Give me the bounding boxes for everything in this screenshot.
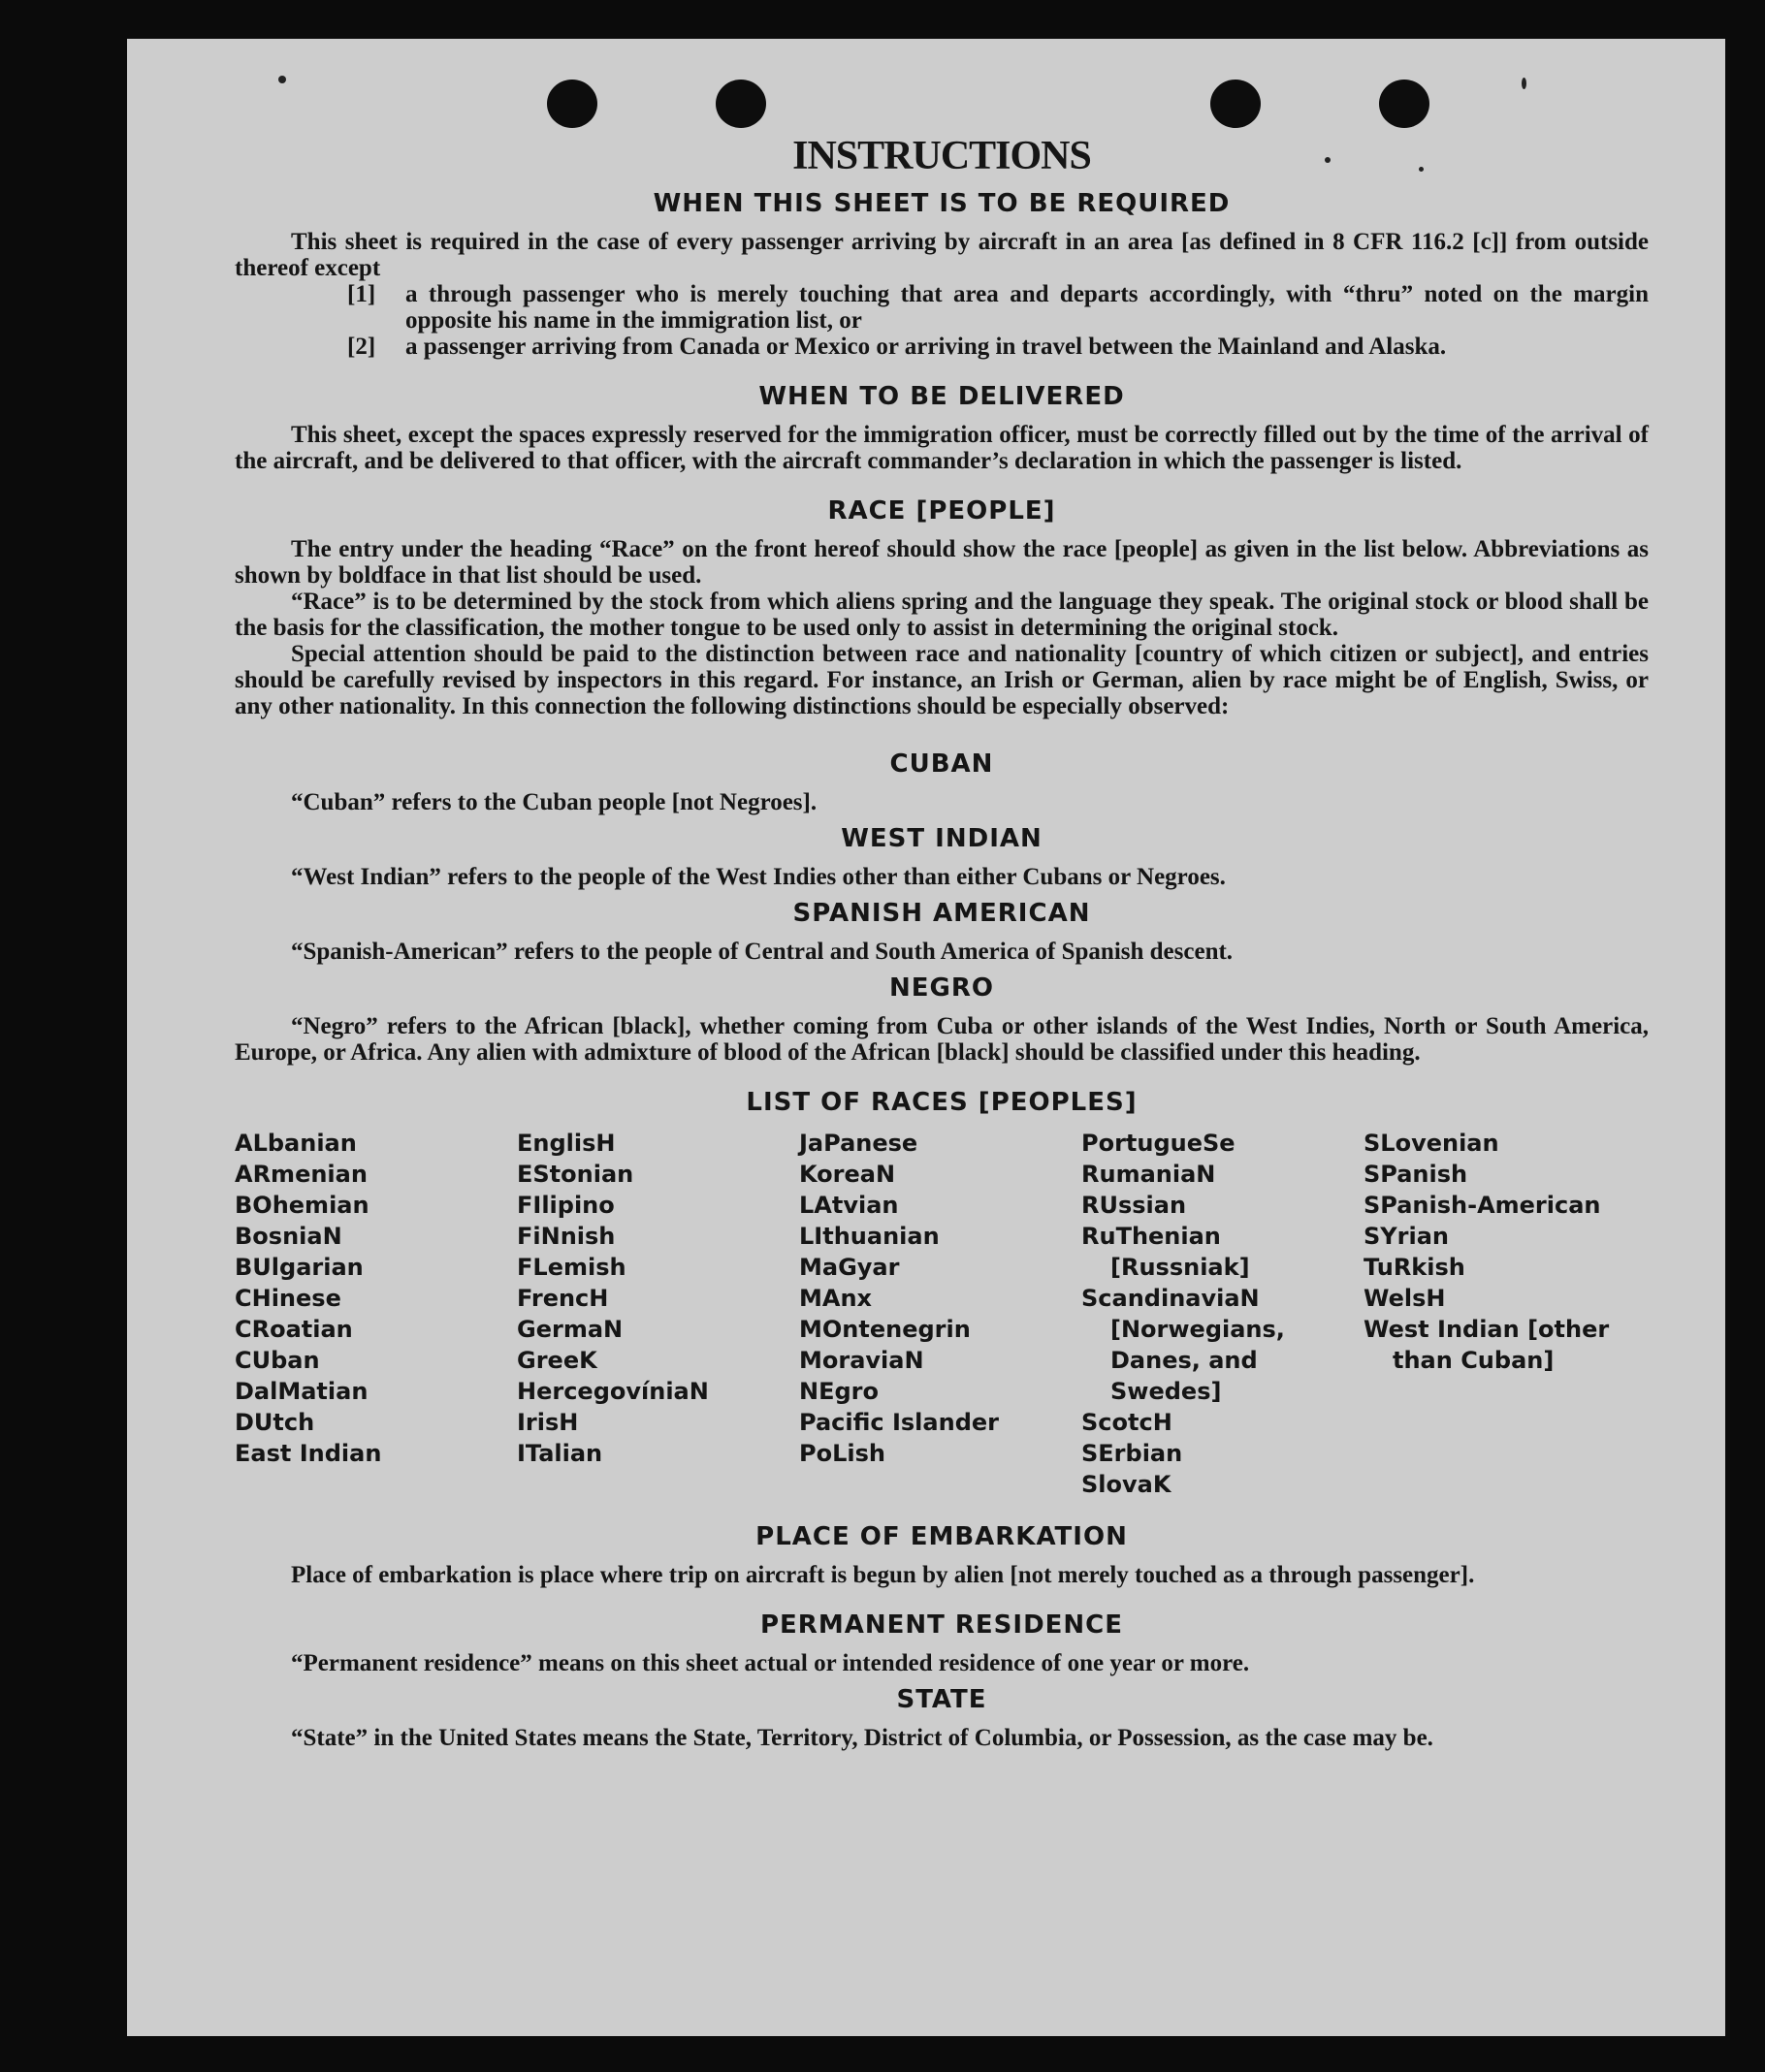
race-paragraph: The entry under the heading “Race” on the front hereof should show the race [people] as given in the list below. Abbreviations as shown by boldface in that list should be used. xyxy=(235,536,1649,589)
section-heading-residence: PERMANENT RESIDENCE xyxy=(759,1610,1124,1640)
punch-hole xyxy=(716,80,766,128)
race-item: WelsH xyxy=(1364,1285,1446,1312)
race-item: SPanish-American xyxy=(1364,1192,1601,1219)
exception-number: [1] xyxy=(347,281,376,307)
section-heading-required: WHEN THIS SHEET IS TO BE REQUIRED xyxy=(653,189,1231,218)
section-heading-embarkation: PLACE OF EMBARKATION xyxy=(755,1522,1128,1551)
race-item: ScotcH xyxy=(1081,1409,1172,1436)
residence-text: “Permanent residence” means on this sheet actual or intended residence of one year or more. xyxy=(291,1650,1250,1676)
race-item: TuRkish xyxy=(1364,1254,1465,1281)
race-item: FiNnish xyxy=(517,1223,616,1250)
race-item: CHinese xyxy=(235,1285,341,1312)
ink-speck xyxy=(278,76,286,83)
section-heading-negro: NEGRO xyxy=(889,973,994,1003)
race-column xyxy=(799,1128,1081,1500)
race-item: MOntenegrin xyxy=(799,1316,971,1343)
negro-text: “Negro” refers to the African [black], whether coming from Cuba or other islands of the West Indies, North or South America, Europe, or Africa. Any alien with admixture of blood of the African [black] should be classified under this heading. xyxy=(235,1013,1649,1066)
race-paragraph: “Race” is to be determined by the stock from which aliens spring and the language they speak. The original stock or blood shall be the basis for the classification, the mother tongue to be used only to assist in determining the original stock. xyxy=(235,589,1649,641)
race-item: PoLish xyxy=(799,1440,885,1467)
race-item: FLemish xyxy=(517,1254,626,1281)
race-item: GreeK xyxy=(517,1347,597,1374)
exception-number: [2] xyxy=(347,334,376,360)
race-item: East Indian xyxy=(235,1440,382,1467)
race-item: SlovaK xyxy=(1081,1471,1171,1498)
race-item: EStonian xyxy=(517,1161,634,1188)
race-item: SErbian xyxy=(1081,1440,1183,1467)
section-heading-list-of-races: LIST OF RACES [PEOPLES] xyxy=(746,1088,1138,1117)
race-column xyxy=(517,1128,799,1500)
race-item: FIlipino xyxy=(517,1192,615,1219)
race-item: MaGyar xyxy=(799,1254,900,1281)
race-item: SPanish xyxy=(1364,1161,1468,1188)
instruction-sheet xyxy=(127,39,1725,2036)
race-column xyxy=(1081,1128,1364,1500)
race-item: MAnx xyxy=(799,1285,873,1312)
section-heading-delivered: WHEN TO BE DELIVERED xyxy=(758,382,1125,411)
section-heading-race: RACE [PEOPLE] xyxy=(827,496,1056,526)
race-paragraph: Special attention should be paid to the distinction between race and nationality [country of which citizen or subject], and entries should be carefully revised by inspectors in this regard. For instance, an Irish or German, alien by race might be of English, Swiss, or any other nationality. In this connection the following distinctions should be especially observed: xyxy=(235,641,1649,719)
race-item: RuThenian [Russniak] xyxy=(1081,1223,1250,1281)
race-item: ITalian xyxy=(517,1440,603,1467)
instructions-content xyxy=(235,132,1649,1751)
race-item: IrisH xyxy=(517,1409,579,1436)
west-indian-text: “West Indian” refers to the people of the West Indies other than either Cubans or Negroes. xyxy=(291,864,1226,890)
embarkation-text: Place of embarkation is place where trip on aircraft is begun by alien [not merely touched as a through passenger]. xyxy=(291,1562,1475,1588)
race-item: BosniaN xyxy=(235,1223,342,1250)
punch-hole xyxy=(1379,80,1429,128)
race-item: GermaN xyxy=(517,1316,624,1343)
race-item: NEgro xyxy=(799,1378,879,1405)
section-heading-state: STATE xyxy=(896,1685,987,1714)
race-item: KoreaN xyxy=(799,1161,896,1188)
race-item: ARmenian xyxy=(235,1161,368,1188)
race-item: RUssian xyxy=(1081,1192,1187,1219)
cuban-text: “Cuban” refers to the Cuban people [not Negroes]. xyxy=(291,789,818,815)
race-item: DUtch xyxy=(235,1409,315,1436)
exception-text: a through passenger who is merely touching that area and departs accordingly, with “thru” noted on the margin opposite his name in the immigration list, or xyxy=(405,281,1649,334)
race-item: SLovenian xyxy=(1364,1130,1499,1157)
race-item: RumaniaN xyxy=(1081,1161,1216,1188)
race-column xyxy=(235,1128,517,1500)
race-column xyxy=(1364,1128,1646,1500)
race-item: Pacific Islander xyxy=(799,1409,999,1436)
section-heading-spanish-american: SPANISH AMERICAN xyxy=(792,899,1091,928)
required-intro: This sheet is required in the case of every passenger arriving by aircraft in an area [as defined in 8 CFR 116.2 [c]] from outside thereof except xyxy=(235,229,1649,281)
page-title: INSTRUCTIONS xyxy=(792,134,1091,178)
race-item: FrencH xyxy=(517,1285,609,1312)
race-item: ScandinaviaN [Norwegians, Danes, and Swedes] xyxy=(1081,1285,1285,1405)
race-item: CUban xyxy=(235,1347,320,1374)
race-item: MoraviaN xyxy=(799,1347,924,1374)
race-item: ALbanian xyxy=(235,1130,357,1157)
section-heading-west-indian: WEST INDIAN xyxy=(841,824,1043,853)
race-item: CRoatian xyxy=(235,1316,353,1343)
race-item: LIthuanian xyxy=(799,1223,940,1250)
race-item: West Indian [other than Cuban] xyxy=(1364,1316,1610,1374)
punch-hole xyxy=(1210,80,1261,128)
race-item: LAtvian xyxy=(799,1192,899,1219)
exception-item xyxy=(347,334,1649,360)
race-list xyxy=(235,1128,1649,1500)
punch-hole xyxy=(547,80,597,128)
race-item: EnglisH xyxy=(517,1130,616,1157)
ink-speck xyxy=(1522,78,1526,89)
race-item: BOhemian xyxy=(235,1192,369,1219)
race-item: PortugueSe xyxy=(1081,1130,1236,1157)
exception-text: a passenger arriving from Canada or Mexico or arriving in travel between the Mainland and Alaska. xyxy=(405,334,1447,360)
delivered-text: This sheet, except the spaces expressly reserved for the immigration officer, must be correctly filled out by the time of the arrival of the aircraft, and be delivered to that officer, with the aircraft commander’s declaration in which the passenger is listed. xyxy=(235,422,1649,474)
race-item: DalMatian xyxy=(235,1378,369,1405)
race-item: BUlgarian xyxy=(235,1254,364,1281)
race-item: HercegovíniaN xyxy=(517,1378,709,1405)
spanish-american-text: “Spanish-American” refers to the people of Central and South America of Spanish descent. xyxy=(291,939,1234,965)
race-item: SYrian xyxy=(1364,1223,1450,1250)
race-item: JaPanese xyxy=(799,1130,918,1157)
section-heading-cuban: CUBAN xyxy=(889,749,994,779)
state-text: “State” in the United States means the State, Territory, District of Columbia, or Possession, as the case may be. xyxy=(291,1725,1433,1751)
exception-item xyxy=(347,281,1649,334)
